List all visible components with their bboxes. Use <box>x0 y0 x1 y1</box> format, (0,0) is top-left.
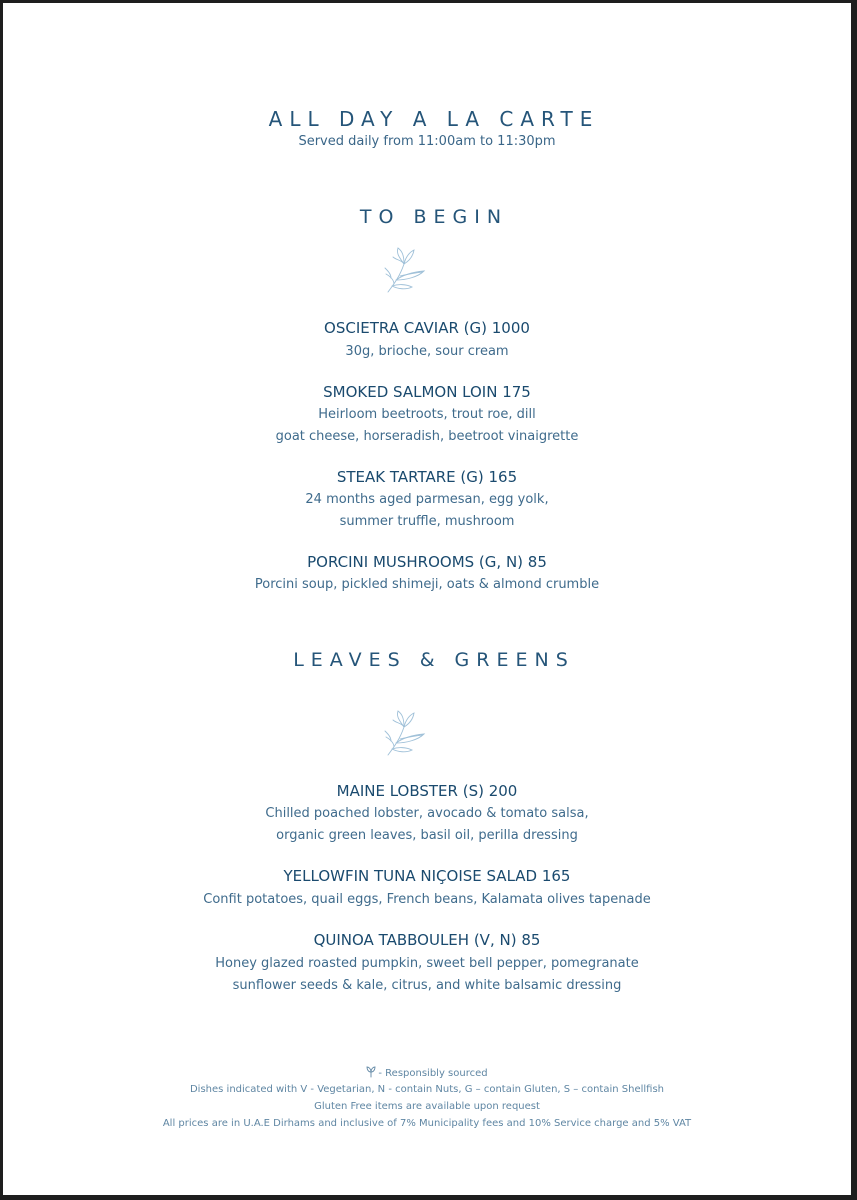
dish-name: OSCIETRA CAVIAR (G) 1000 <box>324 319 530 337</box>
section-title-to-begin: TO BEGIN <box>359 206 509 228</box>
dish-description: Chilled poached lobster, avocado & tomato salsa, <box>265 806 589 821</box>
dish-description: Honey glazed roasted pumpkin, sweet bell pepper, pomegranate <box>215 956 639 971</box>
dish-name: PORCINI MUSHROOMS (G, N) 85 <box>307 553 547 571</box>
dish-description: organic green leaves, basil oil, perilla dressing <box>276 828 578 843</box>
dish-description: 30g, brioche, sour cream <box>345 344 509 359</box>
dish-description: goat cheese, horseradish, beetroot vinaigrette <box>275 429 579 444</box>
dish-description: summer truffle, mushroom <box>339 514 515 529</box>
dish-description: 24 months aged parmesan, egg yolk, <box>305 492 549 507</box>
footer-sourced-note <box>3 1066 851 1079</box>
dish-name: YELLOWFIN TUNA NIÇOISE SALAD 165 <box>283 867 571 885</box>
flower-sprig-icon <box>382 244 428 296</box>
section-title-leaves-greens: LEAVES & GREENS <box>293 649 575 671</box>
dish-name: STEAK TARTARE (G) 165 <box>336 468 518 486</box>
sprout-icon <box>366 1066 376 1078</box>
dish-name: QUINOA TABBOULEH (V, N) 85 <box>313 931 541 949</box>
page-subtitle: Served daily from 11:00am to 11:30pm <box>298 134 556 149</box>
footer-gluten-free-note: Gluten Free items are available upon request <box>314 1101 540 1112</box>
footer-allergen-legend: Dishes indicated with V - Vegetarian, N - contain Nuts, G – contain Gluten, S – contain Shellfish <box>189 1084 665 1095</box>
sourced-text: - Responsibly sourced <box>378 1068 488 1079</box>
dish-description: Confit potatoes, quail eggs, French beans, Kalamata olives tapenade <box>203 892 651 907</box>
dish-description: Heirloom beetroots, trout roe, dill <box>318 407 536 422</box>
dish-name: MAINE LOBSTER (S) 200 <box>336 782 518 800</box>
dish-name: SMOKED SALMON LOIN 175 <box>323 383 531 401</box>
dish-description: Porcini soup, pickled shimeji, oats & almond crumble <box>254 577 600 592</box>
page-title: ALL DAY A LA CARTE <box>268 107 600 131</box>
menu-page <box>3 3 851 1195</box>
flower-sprig-icon <box>382 707 428 759</box>
footer-price-note: All prices are in U.A.E Dirhams and inclusive of 7% Municipality fees and 10% Service charge and 5% VAT <box>162 1118 692 1129</box>
dish-description: sunflower seeds & kale, citrus, and white balsamic dressing <box>232 978 622 993</box>
